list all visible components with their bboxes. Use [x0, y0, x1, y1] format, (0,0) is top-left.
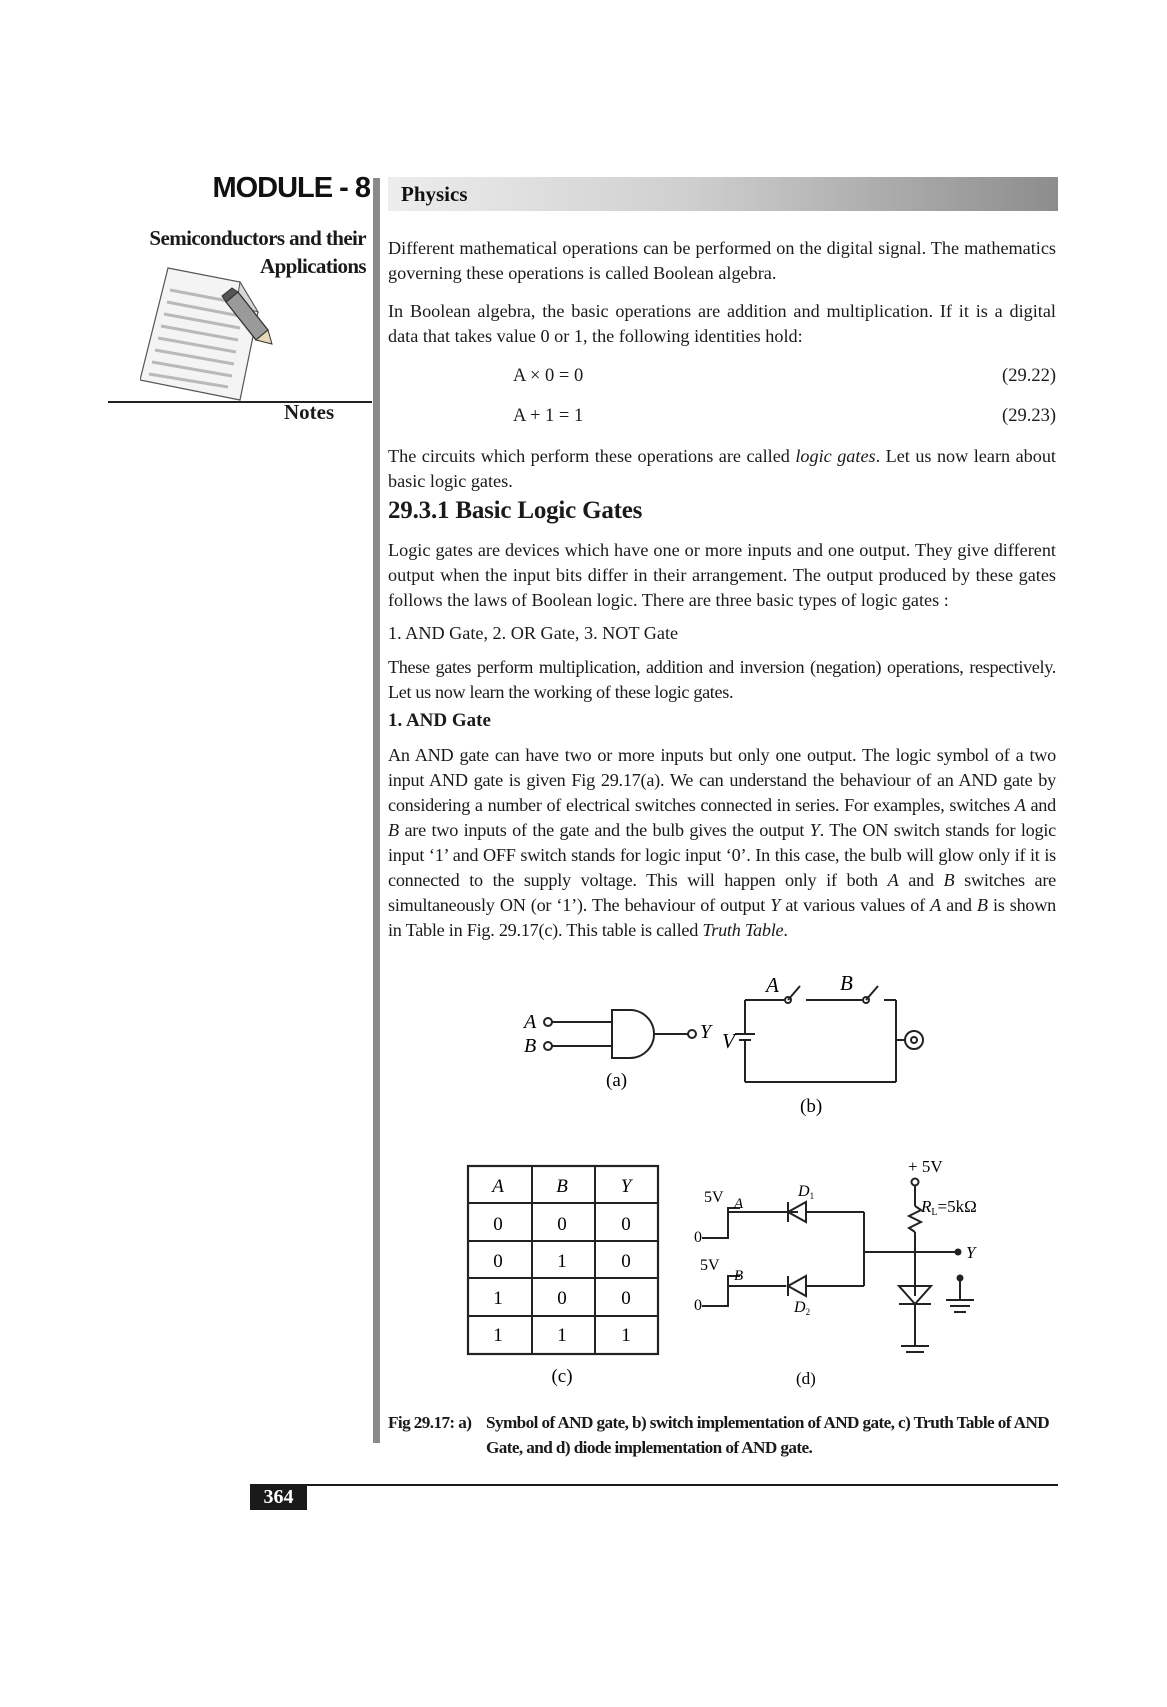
- truth-table-cell: 0: [557, 1288, 567, 1309]
- paragraph-6: An AND gate can have two or more inputs but only one output. The logic symbol of a two input AND gate is given Fig 29.17(a). We can understand the behaviour of an AND gate by considering a number of electrical switches connected in series. For examples, switches A and B are two inputs of the gate and the bulb gives the output Y. The ON switch stands for logic input ‘1’ and OFF switch stands for logic input ‘0’. In this case, the bulb will glow only if it is connected to the supply voltage. This will happen only if both A and B switches are simultaneously ON (or ‘1’). The behaviour of output Y at various values of A and B is shown in Table in Fig. 29.17(c). This table is called Truth Table.: [388, 745, 1057, 940]
- switch-label-a: A: [766, 973, 779, 997]
- caption-text: Symbol of AND gate, b) switch implementation of AND gate, c) Truth Table of AND Gate, and d) diode implementation of AND gate.: [486, 1413, 1050, 1457]
- input-a-label: A: [734, 1196, 744, 1212]
- switch-circuit: [735, 986, 923, 1082]
- module-label: MODULE - 8: [212, 172, 370, 204]
- ground-terminal: [957, 1275, 964, 1282]
- and-gate-input-a: A: [524, 1011, 537, 1033]
- notes-label: Notes: [284, 400, 335, 424]
- truth-table-header: B: [556, 1176, 568, 1197]
- input-a-high: 5V: [704, 1189, 724, 1206]
- truth-table: [490, 1176, 634, 1346]
- truth-table-header: Y: [620, 1176, 632, 1197]
- source-label-v: V: [722, 1029, 735, 1053]
- truth-table-cell: 1: [621, 1325, 631, 1346]
- input-b-high: 5V: [700, 1257, 720, 1274]
- paragraph-5: These gates perform multiplication, addition and inversion (negation) operations, respectively. Let us now learn the working of these logic gates.: [388, 657, 1056, 702]
- fig-label-a: (a): [606, 1070, 628, 1091]
- switch-label-b: B: [840, 971, 853, 995]
- equation-number: (29.22): [1002, 366, 1056, 386]
- truth-table-cell: 0: [557, 1214, 567, 1235]
- paragraph-2: In Boolean algebra, the basic operations are addition and multiplication. If it is a digital data that takes value 0 or 1, the following identities hold:: [388, 301, 1056, 346]
- diode1-label: D1: [798, 1183, 815, 1201]
- unit-title-line1: Semiconductors and their: [149, 226, 366, 250]
- output-y-label: Y: [966, 1243, 976, 1262]
- truth-table-cell: 0: [493, 1251, 503, 1272]
- page-number: 364: [250, 1484, 307, 1510]
- input-b-low: 0: [694, 1297, 702, 1314]
- fig-label-d: (d): [796, 1369, 816, 1388]
- truth-table-cell: 0: [621, 1288, 631, 1309]
- diode2-label: D2: [794, 1299, 811, 1317]
- and-gate-output: Y: [700, 1021, 712, 1043]
- subheading-and-gate: 1. AND Gate: [388, 710, 491, 731]
- output-terminal: [955, 1249, 962, 1256]
- and-gate-input-b: B: [524, 1035, 537, 1057]
- gate-list: 1. AND Gate, 2. OR Gate, 3. NOT Gate: [388, 623, 679, 643]
- unit-title-line2: Applications: [260, 254, 366, 278]
- footer-rule: [250, 1484, 1058, 1486]
- truth-table-cell: 0: [621, 1251, 631, 1272]
- paragraph-1: Different mathematical operations can be performed on the digital signal. The mathematics governing these operations is called Boolean algebra.: [388, 238, 1056, 283]
- truth-table-cell: 1: [557, 1325, 567, 1346]
- truth-table-cell: 1: [493, 1288, 503, 1309]
- caption-label: Fig 29.17: a): [388, 1413, 472, 1432]
- paragraph-3: The circuits which perform these operations are called logic gates. Let us now learn about basic logic gates.: [388, 446, 1056, 491]
- and-gate-symbol: [544, 1010, 696, 1058]
- truth-table-cell: 0: [493, 1214, 503, 1235]
- equation-text: A × 0 = 0: [513, 366, 584, 386]
- fig-label-b: (b): [800, 1096, 823, 1117]
- resistor-label: RL=5kΩ: [921, 1197, 977, 1218]
- truth-table-cell: 0: [621, 1214, 631, 1235]
- equation-text: A + 1 = 1: [513, 406, 584, 426]
- fig-label-c: (c): [551, 1366, 573, 1387]
- equation-number: (29.23): [1002, 406, 1056, 426]
- section-heading: 29.3.1 Basic Logic Gates: [388, 497, 643, 524]
- truth-table-cell: 1: [557, 1251, 567, 1272]
- input-b-label: B: [734, 1268, 744, 1284]
- subject-title: Physics: [401, 182, 468, 206]
- truth-table-header: A: [492, 1176, 504, 1197]
- paragraph-4: Logic gates are devices which have one or more inputs and one output. They give different output when the input bits differ in their arrangement. The output produced by these gates follows the laws of Boolean logic. There are three basic types of logic gates :: [388, 540, 1056, 610]
- input-a-low: 0: [694, 1229, 702, 1246]
- supply-label: + 5V: [908, 1157, 943, 1176]
- truth-table-cell: 1: [493, 1325, 503, 1346]
